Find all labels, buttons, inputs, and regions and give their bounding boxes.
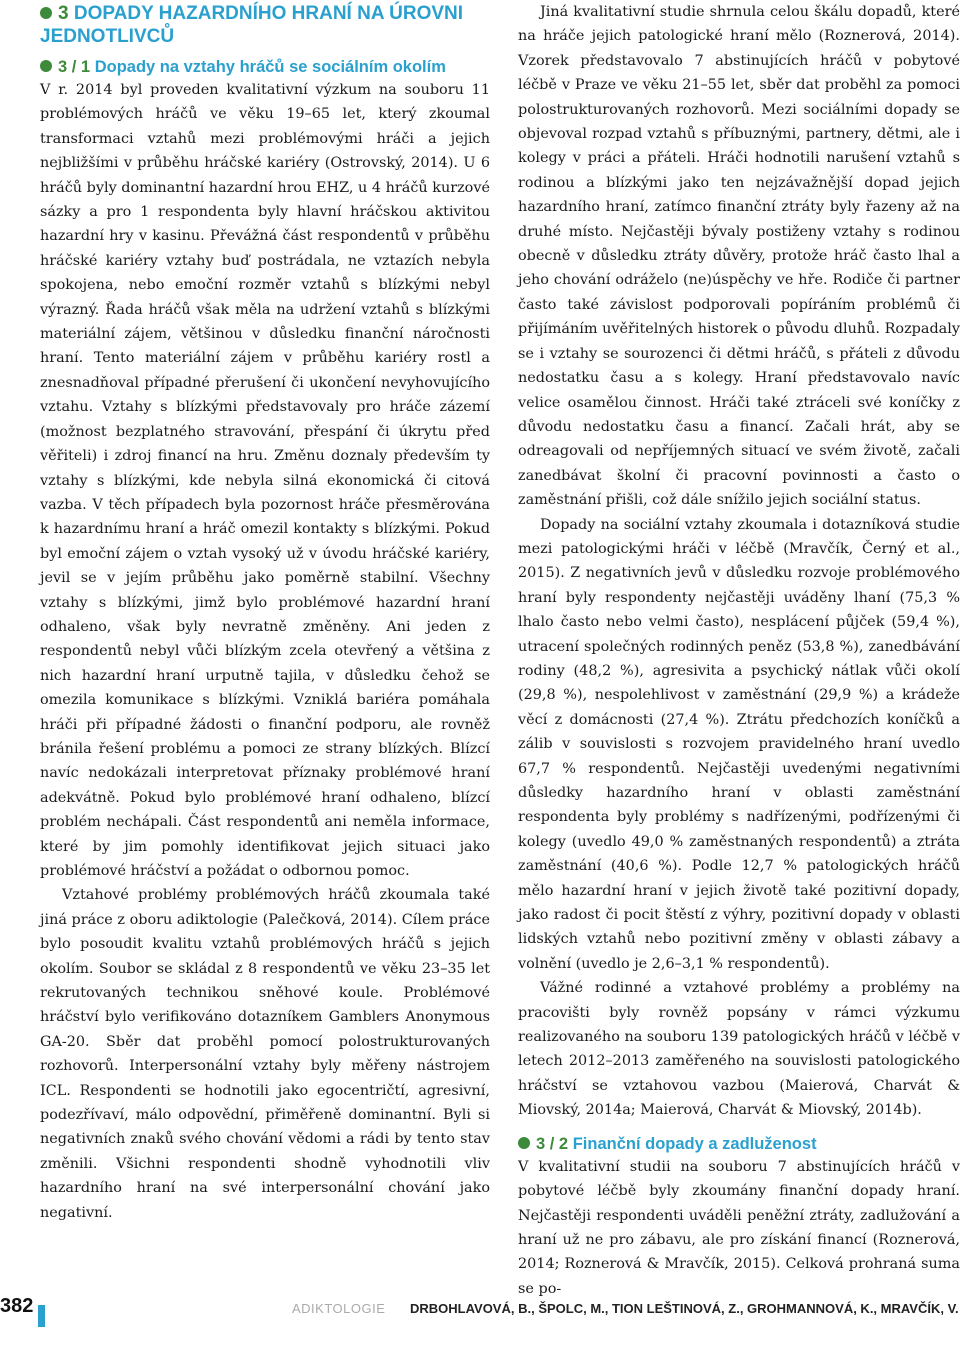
paragraph: V r. 2014 byl proveden kvalitativní výzkum na souboru 11 problémových hráčů ve věku 19–65 let, který zkoumal transformaci vztahů mezi problémovými hráči a jejich nejbližšími v průběhu hráčské kariéry (Ostrovský, 2014). U 6 hráčů byly dominantní hazardní hrou EHZ, u 4 hráčů kurzové sázky a pro 1 respondenta byly hlavní hráčskou aktivitou hazardní hry v kasinu. Převážná část respondentů v průběhu hráčské kariéry vztahy buď postrádala, ne vztazích nebyla spokojena, nebo emoční rozměr vztahů s blízkými nebyl výrazný. Řada hráčů však měla na udržení vztahů s blízkými materiální zájem, většinou v důsledku finanční náročnosti hraní. Tento materiální zájem v průběhu kariéry rostl a znesnadňoval případné přerušení či ukončení nevyhovujícího vztahu. Vztahy s blízkými představovaly pro hráče zázemí (možnost bezplatného stravování, přespání či úkrytu před věřiteli) i zdroj financí na hru. Změnu doznaly především ty vztahy s blízkými, kde nebyla silná ekonomická či citová vazba. V těch případech byla pozornost hráče přesměrována k hazardnímu hraní a hráč omezil kontakty s blízkými. Pokud byl emoční zájem o vztah vysoký už v úvodu hráčské kariéry, jevil se v jejím průběhu jako poměrně stabilní. Všechny vztahy s blízkými, jimž bylo problémové hazardní hraní odhaleno, však byly nevratně změněny. Ani jeden z respondentů nebyl vůči blízkým zcela otevřený a většina z nich hazardní hraní urputně tajila, v důsledku čehož se omezila komunikace s blízkými. Vzniklá bariéra pomáhala hráči při případné žádosti o finanční podporu, ale rovněž bránila řešení problému a pomoci ze strany blízkých. Blízcí navíc nedokázali interpretovat příznaky problémové hraní adekvátně. Pokud bylo problémové hraní odhaleno, blízcí problém nechápali. Část respondentů ani neměla informace, které by jim pomohly identifikovat jejich situaci jako problémové hráčství a požádat o odbornou pomoc. bbox=[40, 82, 490, 879]
subsection-title: Dopady na vztahy hráčů se sociálním okolím bbox=[94, 58, 446, 76]
section-heading bbox=[40, 2, 490, 48]
bullet-icon bbox=[40, 60, 52, 72]
left-column bbox=[40, 0, 490, 1225]
page-number: 382 bbox=[0, 1295, 34, 1317]
footer-accent-bar bbox=[38, 1305, 45, 1327]
subsection-heading bbox=[40, 56, 490, 78]
subsection-number: 3 / 2 bbox=[536, 1134, 569, 1153]
subsection-number: 3 / 1 bbox=[58, 58, 91, 76]
section-number: 3 bbox=[58, 3, 69, 24]
bullet-icon bbox=[40, 7, 52, 19]
paragraph: Dopady na sociální vztahy zkoumala i dotazníková studie mezi patologickými hráči v léčbě (Mravčík, Černý et al., 2015). Z negativních jevů v důsledku rozvoje problémového hraní byly respondenty nejčastěji uváděny lhaní (75,3 % lhalo často nebo velmi často), nesplácení půjček (59,4 %), utracení společných rodinných peněz (53,8 %), zanedbávání rodiny (48,2 %), agresivita a psychický nátlak vůči okolí (29,8 %), nespolehlivost v zaměstnání (29,9 %) a krádeže věcí z domácnosti (27,4 %). Ztrátu předchozích koníčků a zálib v souvislosti s rozvojem pravidelného hraní uvedlo 67,7 % respondentů. Nejčastěji uvedenými negativními důsledky hazardního hraní v oblasti zaměstnání respondenta byly problémy s nadřízenými, podřízenými či kolegy (uvedlo 49,0 % zaměstnaných respondentů) a ztráta zaměstnání (40,6 %). Podle 12,7 % patologických hráčů mělo hazardní hraní v jejich životě také pozitivní dopady, jako radost či pocit štěstí z výhry, pozitivní dopady v oblasti lidských vztahů nebo pozitivní změny v oblasti zábavy a volnění (uvedlo je 2,6–3,1 % respondentů). bbox=[518, 516, 960, 972]
page-footer bbox=[0, 1295, 960, 1335]
paragraph: Vztahové problémy problémových hráčů zkoumala také jiná práce z oboru adiktologie (Palečková, 2014). Cílem práce bylo posoudit kvalitu vztahů problémových hráčů s jejich okolím. Soubor se skládal z 8 respondentů ve věku 23–35 let rekrutovaných technikou sněhové koule. Problémové hráčství bylo verifikováno dotazníkem Gamblers Anonymous GA-20. Sběr dat proběhl pomocí polostrukturovaných rozhovorů. Interpersonální vztahy byly měřeny nástrojem ICL. Respondenti se hodnotili jako egocentričtí, agresivní, podezřívaví, málo odpovědní, přiměřeně dominantní. Byli si negativních znaků svého chování vědomi a rádi by tento stav změnili. Všichni respondenti shodně vyhodnotili vliv hazardního hraní na své interpersonální chování jako negativní. bbox=[40, 887, 490, 1221]
right-column bbox=[518, 0, 960, 1301]
subsection-heading bbox=[518, 1133, 960, 1155]
paragraph: Jiná kvalitativní studie shrnula celou škálu dopadů, které na hráče jejich patologické hraní mělo (Roznerová, 2014). Vzorek představovalo 7 abstinujících hráčů v pobytové léčbě v Praze ve věku 21–55 let, sběr dat proběhl za pomoci polostrukturovaných rozhovorů. Mezi sociálními dopady se objevoval rozpad vztahů s příbuznými, partnery, dětmi, ale i kolegy v práci a přáteli. Hráči hodnotili narušení vztahů s rodinou a blízkými jako ten nejzávažnější dopad jejich hazardního hraní, zatímco finanční ztráty byly řazeny až na druhé místo. Nejčastěji bývaly postiženy vztahy s rodinou obecně v důsledku ztráty důvěry, protože hráč často lhal a jeho chování odráželo (ne)úspěchy ve hře. Rodiče či partner často také závislost podporovali popíráním problémů či přijímáním uvěřitelných historek o původu dluhů. Rozpadaly se i vztahy se sourozenci či dětmi hráčů, s přáteli z důvodu nedostatku času a s kolegy. Hraní představovalo navíc velice osamělou činnost. Hráči také ztráceli své koníčky z důvodu nedostatku času a financí. Začali hrát, aby se odreagovali od nepříjemných situací ve svém životě, začali zanedbávat školní či pracovní povinnosti a často o zaměstnání přišli, což dále snížilo jejich sociální status. bbox=[518, 4, 960, 509]
subsection-title: Finanční dopady a zadluženost bbox=[572, 1134, 817, 1153]
authors-line: DRBOHLAVOVÁ, B., ŠPOLC, M., TION LEŠTINOVÁ, Z., GROHMANNOVÁ, K., MRAVČÍK, V. bbox=[410, 1301, 959, 1316]
section-title: DOPADY HAZARDNÍHO HRANÍ NA ÚROVNI JEDNOTLIVCŮ bbox=[40, 3, 464, 47]
bullet-icon bbox=[518, 1137, 530, 1149]
paragraph: Vážné rodinné a vztahové problémy a problémy na pracovišti byly rovněž popsány v rámci výzkumu realizovaného na souboru 139 patologických hráčů v léčbě v letech 2012–2013 zaměřeného na souvislosti patologického hráčství se vztahovou vazbou (Maierová, Charvát & Miovský, 2014a; Maierová, Charvát & Miovský, 2014b). bbox=[518, 980, 960, 1119]
journal-name: ADIKTOLOGIE bbox=[292, 1301, 386, 1316]
paragraph: V kvalitativní studii na souboru 7 abstinujících hráčů v pobytové léčbě byly zkoumány finanční dopady hraní. Nejčastěji respondenti uváděli peněžní ztráty, zadlužování a hraní už ne pro zábavu, ale pro získání financí (Roznerová, 2014; Roznerová & Mravčík, 2015). Celková prohraná suma se po- bbox=[518, 1158, 960, 1297]
